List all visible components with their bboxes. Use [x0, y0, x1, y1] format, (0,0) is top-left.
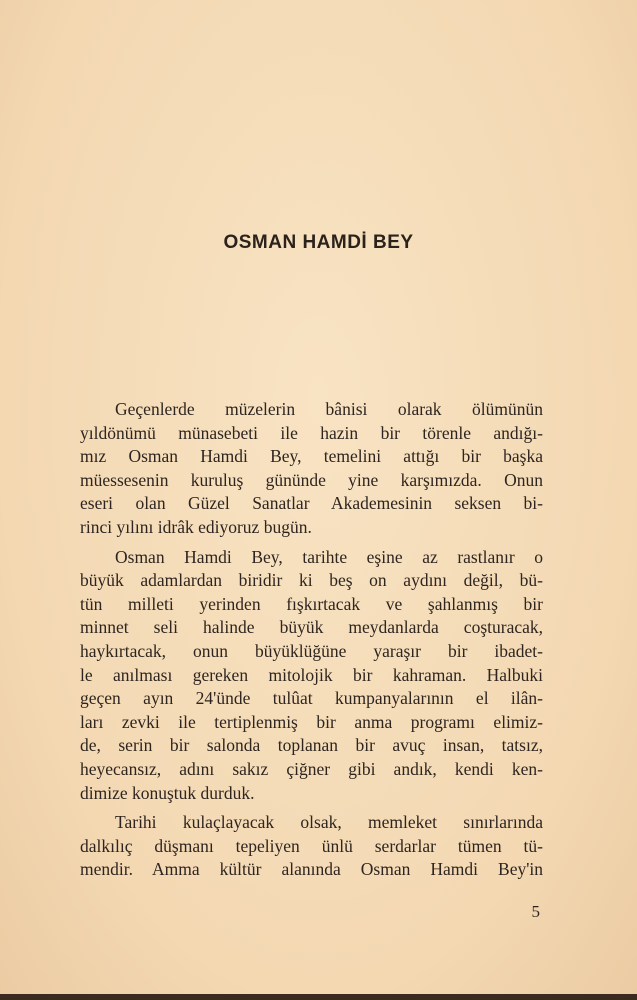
text-line: heyecansız, adını sakız çiğner gibi andık, kendi ken- [80, 758, 543, 779]
text-line: mız Osman Hamdi Bey, temelini attığı bir başka [80, 446, 543, 467]
text-line: dalkılıç düşmanı tepeliyen ünlü serdarlar tümen tü- [80, 835, 543, 856]
text-line: mendir. Amma kültür alanında Osman Hamdi Bey'in [80, 859, 543, 880]
text-line: Osman Hamdi Bey, tarihte eşine az rastlanır o [115, 546, 543, 567]
text-line: eseri olan Güzel Sanatlar Akademesinin seksen bi- [80, 493, 543, 514]
body-text [80, 398, 543, 888]
text-line: ları zevki ile tertiplenmiş bir anma programı elimiz- [80, 711, 543, 732]
text-line: Geçenlerde müzelerin bânisi olarak ölümünün [115, 399, 543, 419]
page-number: 5 [531, 902, 540, 921]
chapter-title: OSMAN HAMDİ BEY [223, 232, 414, 253]
text-line: büyük adamlardan biridir ki beş on aydını değil, bü- [80, 570, 543, 591]
text-line: dimize konuştuk durduk. [80, 782, 255, 803]
text-line: haykırtacak, onun büyüklüğüne yaraşır bir ibadet- [80, 640, 543, 661]
paragraph-2 [80, 546, 543, 806]
text-line: yıldönümü münasebeti ile hazin bir törenle andığı- [80, 422, 543, 443]
text-line: de, serin bir salonda toplanan bir avuç insan, tatsız, [80, 735, 543, 756]
paragraph-1 [80, 398, 543, 540]
text-line: minnet seli halinde büyük meydanlarda coşturacak, [80, 617, 543, 638]
text-line: geçen ayın 24'ünde tulûat kumpanyalarının el ilân- [80, 688, 543, 709]
text-line: rinci yılını idrâk ediyoruz bugün. [80, 516, 312, 537]
paragraph-3 [80, 811, 543, 882]
text-line: le anılması gereken mitolojik bir kahraman. Halbuki [80, 664, 543, 685]
text-line: Tarihi kulaçlayacak olsak, memleket sınırlarında [115, 812, 543, 833]
text-line: tün milleti yerinden fışkırtacak ve şahlanmış bir [80, 593, 543, 614]
page-edge [0, 994, 637, 1000]
text-line: müessesenin kuruluş gününde yine karşımızda. Onun [80, 469, 543, 490]
